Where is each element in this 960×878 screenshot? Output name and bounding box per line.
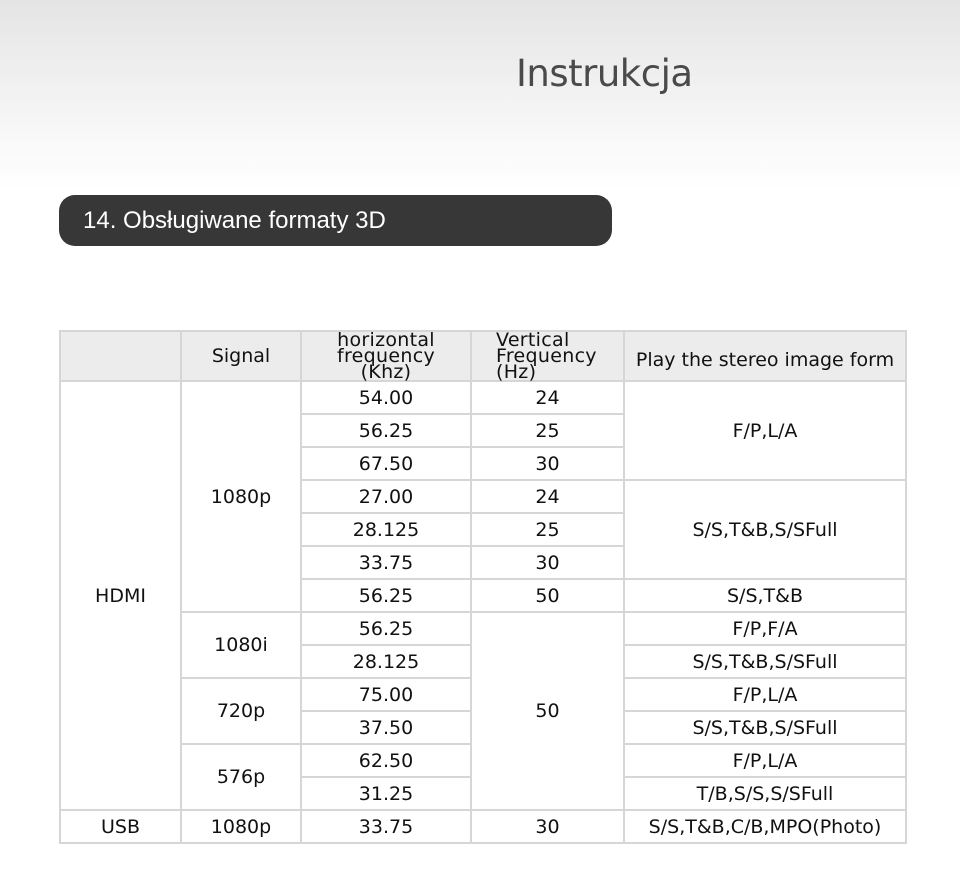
header-signal: Signal xyxy=(181,331,301,381)
hfreq-cell: 31.25 xyxy=(301,777,471,810)
signal-cell: 576p xyxy=(181,744,301,810)
table-row xyxy=(60,612,906,645)
signal-cell: 1080i xyxy=(181,612,301,678)
hfreq-cell: 28.125 xyxy=(301,645,471,678)
page-header-title: Instrukcja xyxy=(516,52,693,95)
vfreq-cell: 25 xyxy=(471,513,624,546)
vfreq-cell: 30 xyxy=(471,810,624,843)
hfreq-cell: 56.25 xyxy=(301,612,471,645)
table-row xyxy=(60,381,906,414)
hfreq-cell: 33.75 xyxy=(301,546,471,579)
vfreq-cell: 24 xyxy=(471,480,624,513)
section-title: 14. Obsługiwane formaty 3D xyxy=(83,206,386,234)
header-hfreq-line2: (Khz) xyxy=(360,361,412,383)
header-horizontal-frequency xyxy=(301,331,471,381)
play-form-cell: S/S,T&B xyxy=(624,579,906,612)
hfreq-cell: 62.50 xyxy=(301,744,471,777)
hfreq-cell: 33.75 xyxy=(301,810,471,843)
header-play-form: Play the stereo image form xyxy=(624,331,906,381)
play-form-cell: S/S,T&B,S/SFull xyxy=(624,645,906,678)
header-vfreq-line1: Vertical xyxy=(496,329,570,351)
header-interface xyxy=(60,331,181,381)
hfreq-cell: 75.00 xyxy=(301,678,471,711)
play-form-cell: F/P,L/A xyxy=(624,678,906,711)
play-form-cell: S/S,T&B,S/SFull xyxy=(624,480,906,579)
hfreq-cell: 56.25 xyxy=(301,414,471,447)
header-vertical-frequency xyxy=(471,331,624,381)
play-form-cell: F/P,L/A xyxy=(624,381,906,480)
hfreq-cell: 37.50 xyxy=(301,711,471,744)
vfreq-cell: 50 xyxy=(471,579,624,612)
section-title-banner xyxy=(59,195,612,246)
hfreq-cell: 67.50 xyxy=(301,447,471,480)
vfreq-cell: 30 xyxy=(471,447,624,480)
interface-hdmi: HDMI xyxy=(60,381,181,810)
play-form-cell: S/S,T&B,S/SFull xyxy=(624,711,906,744)
play-form-cell: F/P,F/A xyxy=(624,612,906,645)
table-row xyxy=(60,810,906,843)
vfreq-cell: 25 xyxy=(471,414,624,447)
vfreq-cell: 24 xyxy=(471,381,624,414)
header-vfreq-line2: Frequency (Hz) xyxy=(496,345,597,383)
signal-cell: 1080p xyxy=(181,381,301,612)
hfreq-cell: 27.00 xyxy=(301,480,471,513)
header-hfreq-line1: horizontal frequency xyxy=(337,329,435,367)
signal-cell: 720p xyxy=(181,678,301,744)
hfreq-cell: 28.125 xyxy=(301,513,471,546)
table-header-row xyxy=(60,331,906,381)
signal-cell: 1080p xyxy=(181,810,301,843)
3d-formats-table xyxy=(59,330,907,844)
interface-usb: USB xyxy=(60,810,181,843)
hfreq-cell: 56.25 xyxy=(301,579,471,612)
play-form-cell: S/S,T&B,C/B,MPO(Photo) xyxy=(624,810,906,843)
vfreq-cell: 30 xyxy=(471,546,624,579)
vfreq-cell: 50 xyxy=(471,612,624,810)
play-form-cell: T/B,S/S,S/SFull xyxy=(624,777,906,810)
play-form-cell: F/P,L/A xyxy=(624,744,906,777)
hfreq-cell: 54.00 xyxy=(301,381,471,414)
